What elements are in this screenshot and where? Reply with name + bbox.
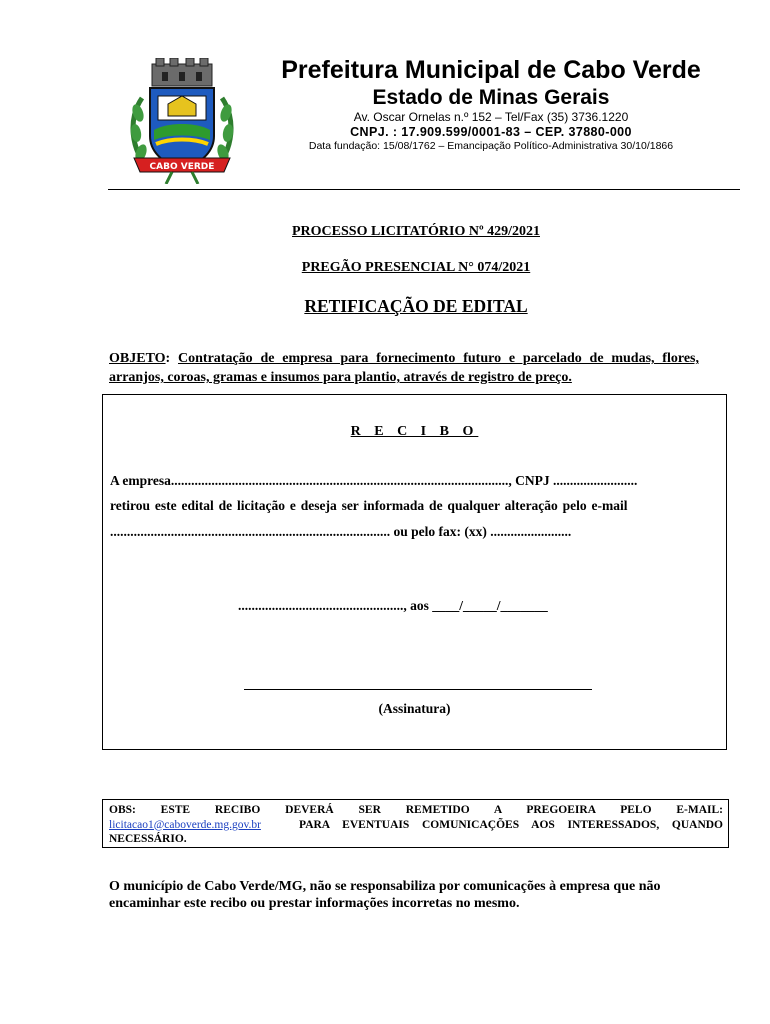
obs-text [109, 803, 723, 847]
municipality-title: Prefeitura Municipal de Cabo Verde [281, 56, 701, 84]
obs-email-link[interactable]: licitacao1@caboverde.mg.gov.br [109, 818, 261, 831]
date-place-field: ................................................., aos ____/_____/_______ [238, 598, 548, 613]
coat-of-arms-icon [128, 58, 236, 184]
founding-date-line: Data fundação: 15/08/1762 – Emancipação Político-Administrativa 30/10/1866 [308, 140, 674, 152]
recibo-box [102, 394, 727, 750]
obs-prefix: OBS: ESTE RECIBO DEVERÁ SER REMETIDO A PREGOEIRA PELO E-MAIL: [109, 804, 723, 816]
cnpj-line: CNPJ. : 17.909.599/0001-83 – CEP. 37880-000 [350, 125, 632, 139]
empresa-cnpj-field: A empresa...................................................................................................., CNPJ ......................... [110, 473, 638, 488]
retificacao-title: RETIFICAÇÃO DE EDITAL [304, 296, 528, 316]
retirou-edital-text: retirou este edital de licitação e deseja ser informada de qualquer alteração pelo e-mail [110, 498, 628, 513]
pregao-title: PREGÃO PRESENCIAL N° 074/2021 [301, 260, 531, 275]
recibo-title: R E C I B O [350, 424, 479, 439]
signature-line [244, 689, 592, 690]
signature-label: (Assinatura) [378, 701, 451, 716]
address-line: Av. Oscar Ornelas n.º 152 – Tel/Fax (35) 3736.1220 [353, 110, 629, 124]
objeto-paragraph: OBJETO: Contratação de empresa para fornecimento futuro e parcelado de mudas, flores, arranjos, coroas, gramas e insumos para plantio, através de registro de preço. [109, 351, 699, 385]
obs-suffix: PARA EVENTUAIS COMUNICAÇÕES AOS INTERESSADOS, QUANDO NECESSÁRIO. [109, 818, 724, 845]
header-divider [108, 189, 740, 190]
state-name: Estado de Minas Gerais [372, 86, 610, 109]
crest-banner-text: CABO VERDE [149, 162, 215, 172]
objeto-text: Contratação de empresa para fornecimento futuro e parcelado de mudas, flores, arranjos, coroas, gramas e insumos para plantio, através de registro de preço. [109, 351, 699, 385]
email-fax-field: ................................................................................... ou pelo fax: (xx) ........................ [110, 524, 572, 539]
processo-title: PROCESSO LICITATÓRIO Nº 429/2021 [292, 224, 540, 239]
objeto-label: OBJETO [109, 351, 166, 366]
final-disclaimer: O município de Cabo Verde/MG, não se responsabiliza por comunicações à empresa que não encaminhar este recibo ou prestar informações incorretas no mesmo. [109, 879, 661, 911]
